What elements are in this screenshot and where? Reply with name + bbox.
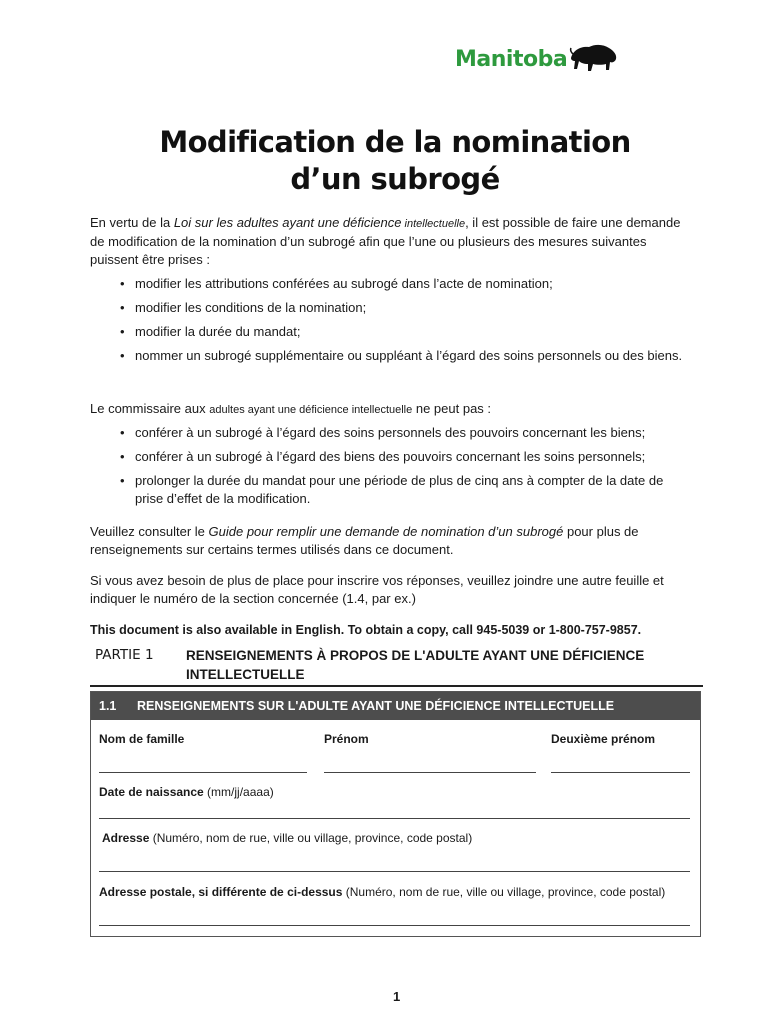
- mailing-address-label: [99, 885, 665, 899]
- restriction-text-small: adultes ayant une déficience intellectuelle: [209, 404, 413, 416]
- act-name-small: intellectuelle: [401, 218, 466, 230]
- logo-text: Manitoba: [455, 46, 568, 72]
- birth-date-label: [99, 785, 274, 799]
- middle-name-field[interactable]: [551, 772, 690, 773]
- address-field[interactable]: [99, 871, 690, 872]
- english-note: This document is also available in English. To obtain a copy, call 945-5039 or 1-800-757-9857.: [90, 623, 642, 637]
- title-line-2: d’un subrogé: [290, 162, 500, 196]
- first-name-field[interactable]: [324, 772, 536, 773]
- part-divider: [90, 685, 703, 687]
- mailing-address-hint: (Numéro, nom de rue, ville ou village, province, code postal): [342, 885, 666, 899]
- modification-list: [118, 275, 688, 371]
- title-line-1: Modification de la nomination: [159, 125, 631, 159]
- guide-title: Guide pour remplir une demande de nomination d’un subrogé: [208, 524, 564, 539]
- restriction-paragraph: [90, 400, 690, 419]
- list-item: • prolonger la durée du mandat pour une période de plus de cinq ans à compter de la date de prise d’effet de la modification.: [118, 472, 688, 508]
- address-hint: (Numéro, nom de rue, ville ou village, province, code postal): [149, 831, 473, 845]
- document-title: [0, 124, 770, 198]
- list-item: • modifier les attributions conférées au subrogé dans l’acte de nomination;: [118, 275, 688, 293]
- section-header: [91, 692, 700, 720]
- list-item: • modifier la durée du mandat;: [118, 323, 688, 341]
- section-number: 1.1: [99, 699, 117, 713]
- mailing-address-label-text: Adresse postale, si différente de ci-dessus: [99, 885, 343, 899]
- last-name-label: Nom de famille: [99, 732, 185, 746]
- section-1-1: [90, 691, 701, 937]
- last-name-field[interactable]: [99, 772, 307, 773]
- act-name: Loi sur les adultes ayant une déficience: [173, 215, 402, 230]
- part-number: PARTIE 1: [95, 647, 154, 663]
- list-item: • nommer un subrogé supplémentaire ou suppléant à l’égard des soins personnels ou des biens.: [118, 347, 688, 365]
- page-number: 1: [393, 989, 401, 1004]
- birth-date-field[interactable]: [99, 818, 690, 819]
- first-name-label: Prénom: [324, 732, 369, 746]
- guide-paragraph: [90, 523, 690, 559]
- bison-icon: [569, 42, 619, 76]
- list-item: • modifier les conditions de la nomination;: [118, 299, 688, 317]
- restriction-text-2: ne peut pas :: [412, 401, 492, 416]
- list-item: • conférer à un subrogé à l’égard des biens des pouvoirs concernant les soins personnels;: [118, 448, 688, 466]
- intro-text-1: En vertu de la: [90, 215, 174, 230]
- manitoba-logo: [455, 42, 619, 76]
- guide-text-2: pour plus de renseignements sur certains termes utilisés dans ce document.: [90, 524, 639, 557]
- address-label-text: Adresse: [102, 831, 150, 845]
- birth-date-hint: (mm/jj/aaaa): [203, 785, 274, 799]
- restriction-text-1: Le commissaire aux: [90, 401, 210, 416]
- space-note: Si vous avez besoin de plus de place pour inscrire vos réponses, veuillez joindre une autre feuille et indiquer le numéro de la section concernée (1.4, par ex.): [90, 573, 664, 606]
- section-title: RENSEIGNEMENTS SUR L'ADULTE AYANT UNE DÉFICIENCE INTELLECTUELLE: [137, 699, 615, 713]
- birth-date-label-text: Date de naissance: [99, 785, 204, 799]
- part-title: RENSEIGNEMENTS À PROPOS DE L'ADULTE AYANT UNE DÉFICIENCE INTELLECTUELLE: [186, 648, 645, 682]
- intro-text-2: , il est possible de faire une demande de modification de la nomination d’un subrogé afin que l’une ou plusieurs des mesures suivantes puissent être prises :: [90, 215, 681, 267]
- restriction-list: [118, 424, 688, 514]
- intro-paragraph: [90, 214, 690, 269]
- middle-name-label: Deuxième prénom: [551, 732, 656, 746]
- guide-text-1: Veuillez consulter le: [90, 524, 209, 539]
- list-item: • conférer à un subrogé à l’égard des soins personnels des pouvoirs concernant les biens;: [118, 424, 688, 442]
- mailing-address-field[interactable]: [99, 925, 690, 926]
- address-label: [102, 831, 472, 845]
